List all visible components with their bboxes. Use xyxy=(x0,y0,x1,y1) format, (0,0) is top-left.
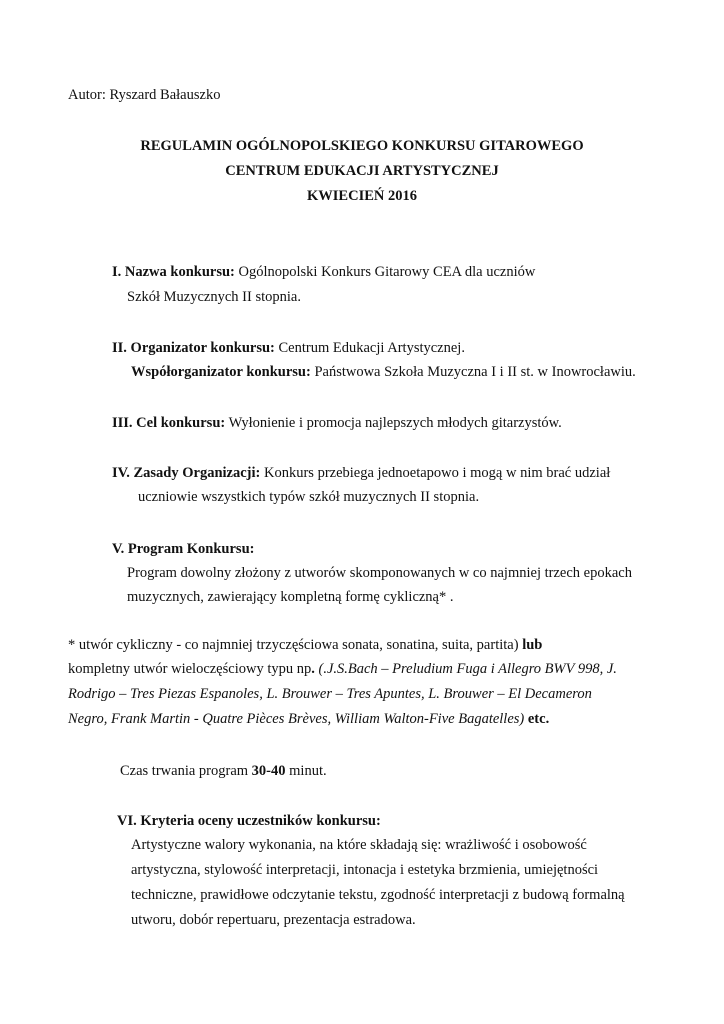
note-bold-etc: etc. xyxy=(524,711,550,727)
section-1-line-1 xyxy=(112,265,535,280)
note-text-1: * utwór cykliczny - co najmniej trzyczęściowa sonata, sonatina, suita, partita) xyxy=(68,637,523,653)
note-text-2: kompletny utwór wieloczęściowy typu np xyxy=(68,661,312,677)
section-2-subheading: Współorganizator konkursu: xyxy=(131,364,311,380)
document-title-line-2: CENTRUM EDUKACJI ARTYSTYCZNEJ xyxy=(225,163,499,179)
note-bold-lub: lub xyxy=(522,637,543,653)
section-1-line-2: Szkół Muzycznych II stopnia. xyxy=(127,289,301,305)
note-line-1 xyxy=(68,638,542,653)
duration-suffix: minut. xyxy=(285,763,327,779)
section-4-line-1 xyxy=(112,466,610,481)
section-6-heading: VI. Kryteria oceny uczestników konkursu: xyxy=(117,813,381,829)
section-6-line-1: Artystyczne walory wykonania, na które składają się: wrażliwość i osobowość xyxy=(131,837,587,853)
section-5-heading: V. Program Konkursu: xyxy=(112,541,255,557)
note-line-3: Rodrigo – Tres Piezas Espanoles, L. Brouwer – Tres Apuntes, L. Brouwer – El Decameron xyxy=(68,686,592,702)
section-5-line-2: muzycznych, zawierający kompletną formę cykliczną* . xyxy=(127,589,454,605)
section-5-line-1: Program dowolny złożony z utworów skomponowanych w co najmniej trzech epokach xyxy=(127,565,632,581)
section-6-line-3: techniczne, prawidłowe odczytanie tekstu, zgodność interpretacji z budową formalną xyxy=(131,887,625,903)
section-4-text: Konkurs przebiega jednoetapowo i mogą w nim brać udział xyxy=(260,465,611,481)
document-title-line-1: REGULAMIN OGÓLNOPOLSKIEGO KONKURSU GITAROWEGO xyxy=(140,138,584,154)
duration-prefix: Czas trwania program xyxy=(120,763,252,779)
section-3-heading: III. Cel konkursu: xyxy=(112,415,226,431)
section-1-heading: I. Nazwa konkursu: xyxy=(112,264,235,280)
duration-line xyxy=(120,764,327,779)
note-line-2 xyxy=(68,662,617,677)
section-2-text: Centrum Edukacji Artystycznej. xyxy=(274,340,465,356)
note-dot: . xyxy=(311,661,315,677)
section-3-line-1 xyxy=(112,416,562,431)
author-line: Autor: Ryszard Bałauszko xyxy=(68,87,221,103)
section-6-line-2: artystyczna, stylowość interpretacji, intonacja i estetyka brzmienia, umiejętności xyxy=(131,862,599,878)
section-4-heading: IV. Zasady Organizacji: xyxy=(112,465,261,481)
section-3-text: Wyłonienie i promocja najlepszych młodych gitarzystów. xyxy=(225,415,562,431)
section-1-text: Ogólnopolski Konkurs Gitarowy CEA dla uczniów xyxy=(234,264,536,280)
duration-value: 30-40 xyxy=(251,763,286,779)
section-6-line-4: utworu, dobór repertuaru, prezentacja estradowa. xyxy=(131,912,416,928)
section-2-subtext: Państwowa Szkoła Muzyczna I i II st. w Inowrocławiu. xyxy=(310,364,636,380)
section-2-line-2 xyxy=(131,365,636,380)
section-2-heading: II. Organizator konkursu: xyxy=(112,340,275,356)
note-italic-4: Negro, Frank Martin - Quatre Pièces Brèves, William Walton-Five Bagatelles) xyxy=(68,711,525,727)
note-line-4 xyxy=(68,712,549,727)
section-2-line-1 xyxy=(112,341,465,356)
document-title-line-3: KWIECIEŃ 2016 xyxy=(307,188,417,204)
note-italic-2: (.J.S.Bach – Preludium Fuga i Allegro BWV 998, J. xyxy=(314,661,617,677)
section-4-line-2: uczniowie wszystkich typów szkół muzycznych II stopnia. xyxy=(138,489,480,505)
